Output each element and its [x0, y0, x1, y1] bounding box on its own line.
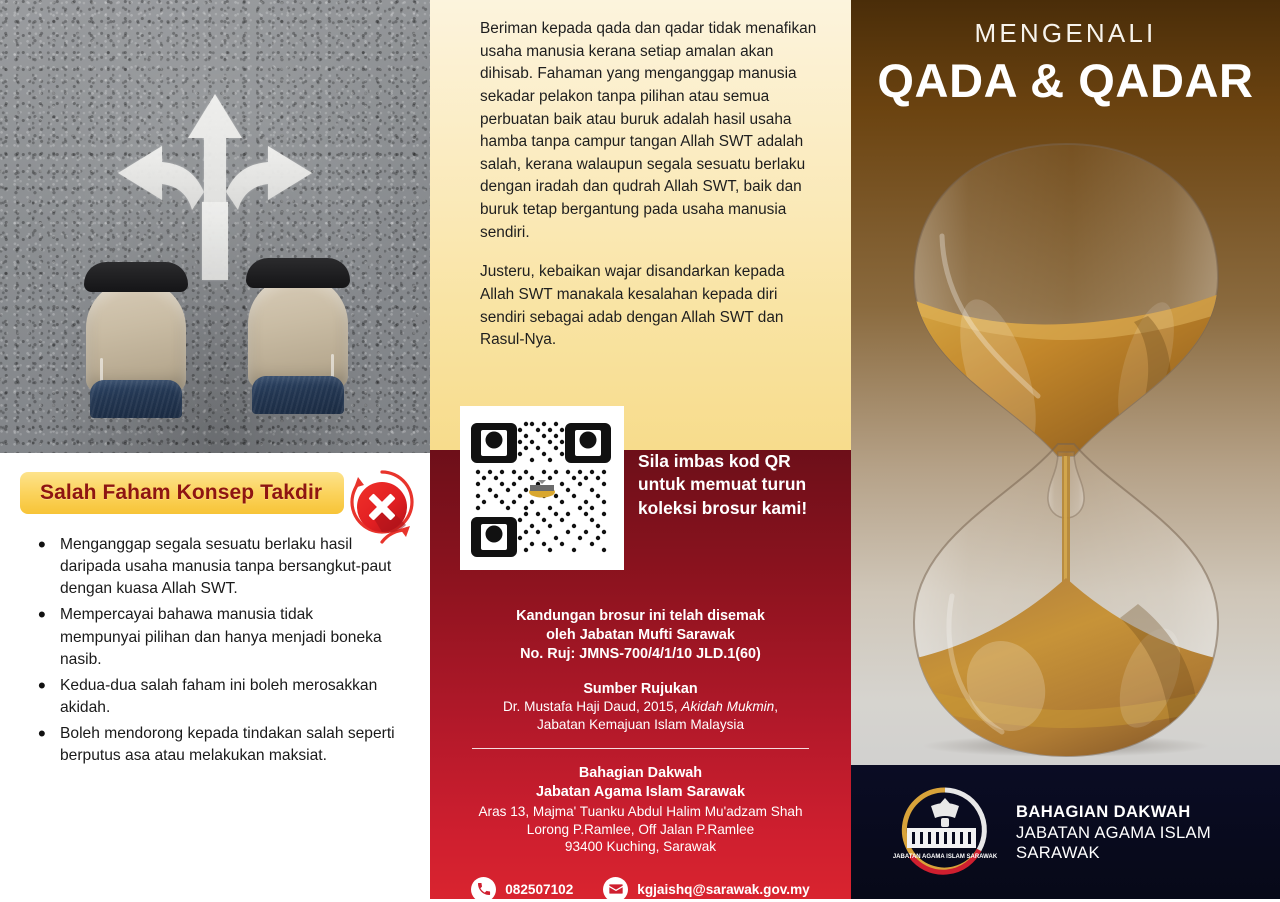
check-line-1: Kandungan brosur ini telah disemak	[516, 608, 765, 624]
check-reference: No. Ruj: JMNS-700/4/1/10 JLD.1(60)	[520, 646, 761, 663]
email-address: kgjaishq@sarawak.gov.my	[637, 881, 810, 897]
middle-body-text	[480, 18, 820, 352]
qr-code[interactable]	[460, 406, 624, 570]
address-line-1: Aras 13, Majma' Tuanku Abdul Halim Mu'adzam Shah	[478, 803, 803, 819]
title-block	[851, 18, 1280, 108]
footer-org-text	[1016, 802, 1280, 863]
address-line-3: 93400 Kuching, Sarawak	[564, 839, 717, 855]
qr-caption: Sila imbas kod QR untuk memuat turun koleksi brosur kami!	[638, 451, 808, 518]
footer-line-2: JABATAN AGAMA ISLAM SARAWAK	[1016, 822, 1212, 862]
envelope-icon	[603, 877, 628, 902]
mufti-check-block	[450, 607, 831, 664]
left-shoe	[84, 262, 188, 412]
contact-row	[450, 877, 831, 902]
org-line-2: Jabatan Agama Islam Sarawak	[535, 783, 746, 800]
right-shoe	[246, 258, 350, 408]
panel-middle	[430, 0, 851, 899]
source-details: Dr. Mustafa Haji Daud, 2015, Akidah Mukmin, Jabatan Kemajuan Islam Malaysia	[450, 698, 831, 733]
hourglass-with-falling-sand	[898, 126, 1234, 774]
source-title: Sumber Rujukan	[583, 681, 698, 698]
phone-icon	[471, 877, 496, 902]
misconception-banner-label: Salah Faham Konsep Takdir	[40, 481, 323, 504]
three-way-arrow-icon	[88, 42, 342, 282]
panel-right	[851, 0, 1280, 899]
footer-line-1: BAHAGIAN DAKWAH	[1016, 801, 1191, 821]
organisation-block	[450, 764, 831, 802]
page-title: QADA & QADAR	[877, 54, 1254, 107]
footer-divider	[472, 748, 809, 749]
address-line-2: Lorong P.Ramlee, Off Jalan P.Ramlee	[526, 821, 755, 837]
kicker-text: MENGENALI	[974, 18, 1157, 48]
right-panel-footer	[851, 765, 1280, 899]
source-publisher: Jabatan Kemajuan Islam Malaysia	[536, 717, 745, 733]
source-author: Dr. Mustafa Haji Daud, 2015,	[502, 699, 678, 715]
road-photo	[0, 0, 430, 453]
org-line-1: Bahagian Dakwah	[578, 764, 703, 781]
body-paragraph: Justeru, kebaikan wajar disandarkan kepada Allah SWT manakala kesalahan kepada diri sendiri sebagai adab dengan Allah SWT dan Rasul-Nya.	[480, 263, 785, 349]
misconception-list	[34, 534, 396, 767]
panel-left	[0, 0, 430, 899]
svg-text:JABATAN AGAMA ISLAM SARAWAK: JABATAN AGAMA ISLAM SARAWAK	[892, 854, 998, 860]
list-item: • Menganggap segala sesuatu berlaku hasil daripada usaha manusia tanpa bersangkut-paut dengan kuasa Allah SWT.	[34, 534, 396, 600]
qr-center-logo-icon	[525, 477, 559, 499]
list-item: • Kedua-dua salah faham ini boleh merosakkan akidah.	[34, 675, 396, 719]
misconception-banner-row	[0, 472, 430, 520]
body-paragraph: Beriman kepada qada dan qadar tidak menafikan usaha manusia kerana setiap amalan akan dihisab. Fahaman yang menganggap manusia sekadar pelakon tanpa pilihan atau semua perbuatan baik atau buruk adalah hasil usaha hamba tanpa campur tangan Allah SWT adalah salah, kerana walaupun segala sesuatu berlaku dengan iradah dan qudrah Allah SWT, baik dan buruk tetap bergantung pada usaha manusia sendiri.	[480, 20, 817, 241]
misconception-section	[0, 453, 430, 899]
misconception-banner	[20, 472, 344, 514]
middle-footer	[450, 607, 831, 902]
phone-contact[interactable]	[471, 877, 573, 902]
phone-number: 082507102	[505, 881, 574, 897]
check-line-2: oleh Jabatan Mufti Sarawak	[546, 627, 735, 644]
email-contact[interactable]	[603, 877, 809, 902]
jais-crest-logo	[891, 784, 999, 880]
source-book: Akidah Mukmin	[681, 699, 775, 715]
list-item: • Boleh mendorong kepada tindakan salah seperti berputus asa atau melakukan maksiat.	[34, 723, 396, 767]
list-item: • Mempercayai bahawa manusia tidak mempunyai pilihan dan hanya menjadi boneka nasib.	[34, 604, 396, 670]
address-block	[450, 803, 831, 856]
